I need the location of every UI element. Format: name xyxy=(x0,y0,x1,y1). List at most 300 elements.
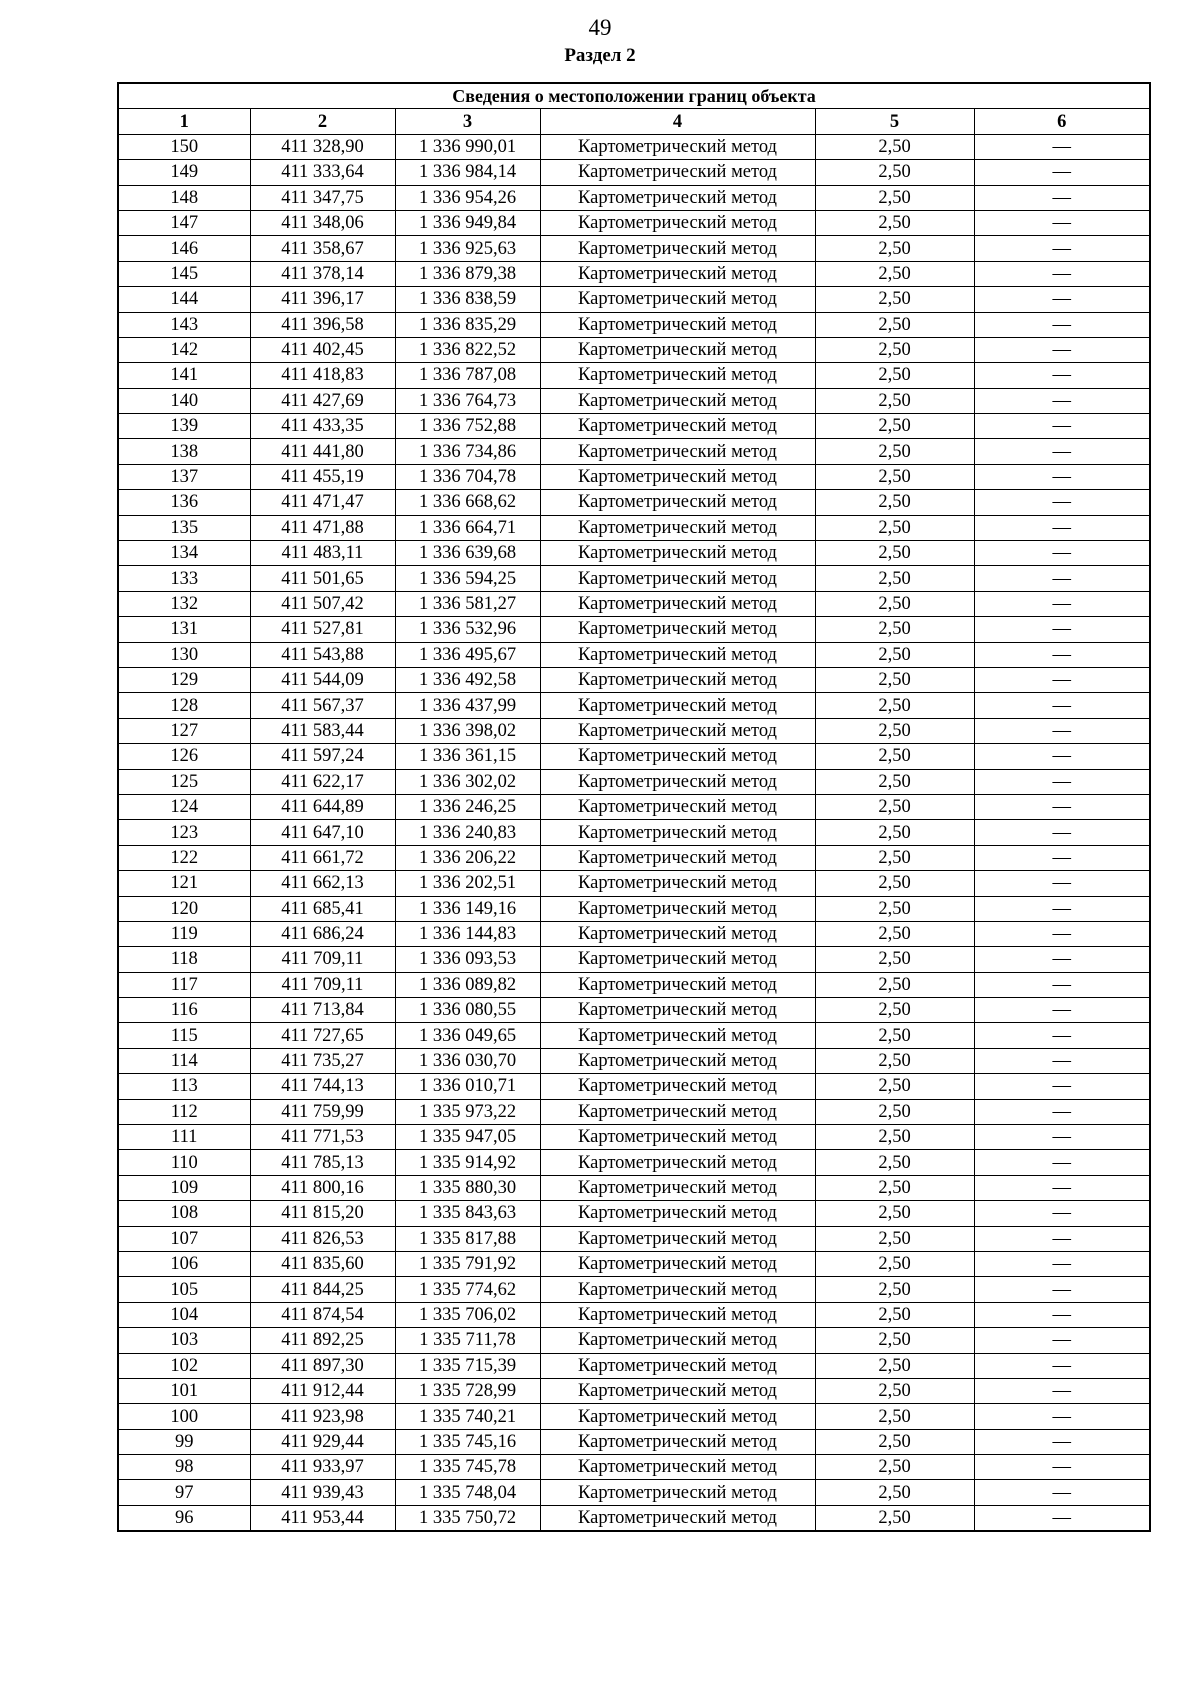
x-coordinate-cell: 411 800,16 xyxy=(250,1175,395,1200)
point-number-cell: 114 xyxy=(118,1048,250,1073)
method-cell: Картометрический метод xyxy=(540,388,815,413)
accuracy-cell: 2,50 xyxy=(815,287,974,312)
method-cell: Картометрический метод xyxy=(540,1302,815,1327)
x-coordinate-cell: 411 771,53 xyxy=(250,1125,395,1150)
x-coordinate-cell: 411 483,11 xyxy=(250,541,395,566)
accuracy-cell: 2,50 xyxy=(815,896,974,921)
description-cell: — xyxy=(974,541,1150,566)
y-coordinate-cell: 1 336 838,59 xyxy=(395,287,540,312)
table-row xyxy=(118,998,1150,1023)
method-cell: Картометрический метод xyxy=(540,515,815,540)
point-number-cell: 147 xyxy=(118,210,250,235)
table-row xyxy=(118,769,1150,794)
table-row xyxy=(118,1328,1150,1353)
table-row xyxy=(118,337,1150,362)
table-row xyxy=(118,1505,1150,1531)
accuracy-cell: 2,50 xyxy=(815,947,974,972)
point-number-cell: 107 xyxy=(118,1226,250,1251)
point-number-cell: 105 xyxy=(118,1277,250,1302)
accuracy-cell: 2,50 xyxy=(815,998,974,1023)
method-cell: Картометрический метод xyxy=(540,1023,815,1048)
x-coordinate-cell: 411 647,10 xyxy=(250,820,395,845)
section-title: Раздел 2 xyxy=(564,45,636,66)
x-coordinate-cell: 411 396,17 xyxy=(250,287,395,312)
x-coordinate-cell: 411 455,19 xyxy=(250,464,395,489)
table-row xyxy=(118,515,1150,540)
table-row xyxy=(118,896,1150,921)
point-number-cell: 126 xyxy=(118,744,250,769)
x-coordinate-cell: 411 644,89 xyxy=(250,794,395,819)
description-cell: — xyxy=(974,236,1150,261)
description-cell: — xyxy=(974,1125,1150,1150)
y-coordinate-cell: 1 336 594,25 xyxy=(395,566,540,591)
description-cell: — xyxy=(974,490,1150,515)
y-coordinate-cell: 1 336 787,08 xyxy=(395,363,540,388)
column-number-4: 4 xyxy=(540,109,815,134)
x-coordinate-cell: 411 759,99 xyxy=(250,1099,395,1124)
point-number-cell: 96 xyxy=(118,1505,250,1531)
table-row xyxy=(118,591,1150,616)
table-row xyxy=(118,693,1150,718)
accuracy-cell: 2,50 xyxy=(815,1125,974,1150)
point-number-cell: 123 xyxy=(118,820,250,845)
method-cell: Картометрический метод xyxy=(540,236,815,261)
x-coordinate-cell: 411 713,84 xyxy=(250,998,395,1023)
x-coordinate-cell: 411 939,43 xyxy=(250,1480,395,1505)
description-cell: — xyxy=(974,667,1150,692)
point-number-cell: 143 xyxy=(118,312,250,337)
method-cell: Картометрический метод xyxy=(540,998,815,1023)
y-coordinate-cell: 1 336 492,58 xyxy=(395,667,540,692)
description-cell: — xyxy=(974,998,1150,1023)
description-cell: — xyxy=(974,769,1150,794)
method-cell: Картометрический метод xyxy=(540,744,815,769)
description-cell: — xyxy=(974,896,1150,921)
description-cell: — xyxy=(974,1277,1150,1302)
page-number: 49 xyxy=(588,15,612,40)
y-coordinate-cell: 1 335 740,21 xyxy=(395,1404,540,1429)
accuracy-cell: 2,50 xyxy=(815,1074,974,1099)
accuracy-cell: 2,50 xyxy=(815,464,974,489)
accuracy-cell: 2,50 xyxy=(815,591,974,616)
table-row xyxy=(118,261,1150,286)
method-cell: Картометрический метод xyxy=(540,921,815,946)
table-row xyxy=(118,185,1150,210)
description-cell: — xyxy=(974,464,1150,489)
point-number-cell: 117 xyxy=(118,972,250,997)
x-coordinate-cell: 411 892,25 xyxy=(250,1328,395,1353)
method-cell: Картометрический метод xyxy=(540,591,815,616)
x-coordinate-cell: 411 929,44 xyxy=(250,1429,395,1454)
accuracy-cell: 2,50 xyxy=(815,617,974,642)
point-number-cell: 131 xyxy=(118,617,250,642)
y-coordinate-cell: 1 335 745,78 xyxy=(395,1455,540,1480)
method-cell: Картометрический метод xyxy=(540,566,815,591)
table-row xyxy=(118,921,1150,946)
x-coordinate-cell: 411 727,65 xyxy=(250,1023,395,1048)
point-number-cell: 144 xyxy=(118,287,250,312)
method-cell: Картометрический метод xyxy=(540,718,815,743)
accuracy-cell: 2,50 xyxy=(815,667,974,692)
method-cell: Картометрический метод xyxy=(540,667,815,692)
y-coordinate-cell: 1 336 532,96 xyxy=(395,617,540,642)
y-coordinate-cell: 1 336 581,27 xyxy=(395,591,540,616)
point-number-cell: 141 xyxy=(118,363,250,388)
point-number-cell: 120 xyxy=(118,896,250,921)
table-row xyxy=(118,1251,1150,1276)
table-caption: Сведения о местоположении границ объекта xyxy=(118,83,1150,109)
table-row xyxy=(118,1175,1150,1200)
x-coordinate-cell: 411 527,81 xyxy=(250,617,395,642)
y-coordinate-cell: 1 335 791,92 xyxy=(395,1251,540,1276)
x-coordinate-cell: 411 685,41 xyxy=(250,896,395,921)
description-cell: — xyxy=(974,1505,1150,1531)
description-cell: — xyxy=(974,414,1150,439)
x-coordinate-cell: 411 923,98 xyxy=(250,1404,395,1429)
column-number-3: 3 xyxy=(395,109,540,134)
description-cell: — xyxy=(974,1404,1150,1429)
y-coordinate-cell: 1 336 398,02 xyxy=(395,718,540,743)
table-row xyxy=(118,1378,1150,1403)
x-coordinate-cell: 411 328,90 xyxy=(250,134,395,159)
point-number-cell: 138 xyxy=(118,439,250,464)
method-cell: Картометрический метод xyxy=(540,794,815,819)
accuracy-cell: 2,50 xyxy=(815,794,974,819)
accuracy-cell: 2,50 xyxy=(815,490,974,515)
table-row xyxy=(118,464,1150,489)
table-row xyxy=(118,1023,1150,1048)
accuracy-cell: 2,50 xyxy=(815,1150,974,1175)
accuracy-cell: 2,50 xyxy=(815,718,974,743)
accuracy-cell: 2,50 xyxy=(815,1226,974,1251)
x-coordinate-cell: 411 543,88 xyxy=(250,642,395,667)
x-coordinate-cell: 411 815,20 xyxy=(250,1201,395,1226)
accuracy-cell: 2,50 xyxy=(815,1277,974,1302)
point-number-cell: 102 xyxy=(118,1353,250,1378)
x-coordinate-cell: 411 544,09 xyxy=(250,667,395,692)
table-row xyxy=(118,667,1150,692)
description-cell: — xyxy=(974,1480,1150,1505)
point-number-cell: 112 xyxy=(118,1099,250,1124)
table-row xyxy=(118,210,1150,235)
accuracy-cell: 2,50 xyxy=(815,134,974,159)
table-row xyxy=(118,718,1150,743)
y-coordinate-cell: 1 335 706,02 xyxy=(395,1302,540,1327)
accuracy-cell: 2,50 xyxy=(815,210,974,235)
table-row xyxy=(118,312,1150,337)
method-cell: Картометрический метод xyxy=(540,1277,815,1302)
description-cell: — xyxy=(974,1353,1150,1378)
x-coordinate-cell: 411 709,11 xyxy=(250,972,395,997)
y-coordinate-cell: 1 336 206,22 xyxy=(395,845,540,870)
method-cell: Картометрический метод xyxy=(540,1429,815,1454)
table-row xyxy=(118,1404,1150,1429)
column-number-5: 5 xyxy=(815,109,974,134)
point-number-cell: 97 xyxy=(118,1480,250,1505)
x-coordinate-cell: 411 333,64 xyxy=(250,160,395,185)
description-cell: — xyxy=(974,845,1150,870)
method-cell: Картометрический метод xyxy=(540,947,815,972)
table-row xyxy=(118,794,1150,819)
accuracy-cell: 2,50 xyxy=(815,388,974,413)
method-cell: Картометрический метод xyxy=(540,769,815,794)
y-coordinate-cell: 1 336 752,88 xyxy=(395,414,540,439)
method-cell: Картометрический метод xyxy=(540,1505,815,1531)
method-cell: Картометрический метод xyxy=(540,1251,815,1276)
point-number-cell: 122 xyxy=(118,845,250,870)
description-cell: — xyxy=(974,566,1150,591)
description-cell: — xyxy=(974,363,1150,388)
x-coordinate-cell: 411 347,75 xyxy=(250,185,395,210)
y-coordinate-cell: 1 336 080,55 xyxy=(395,998,540,1023)
description-cell: — xyxy=(974,1175,1150,1200)
y-coordinate-cell: 1 336 639,68 xyxy=(395,541,540,566)
x-coordinate-cell: 411 567,37 xyxy=(250,693,395,718)
method-cell: Картометрический метод xyxy=(540,1201,815,1226)
method-cell: Картометрический метод xyxy=(540,693,815,718)
point-number-cell: 128 xyxy=(118,693,250,718)
description-cell: — xyxy=(974,185,1150,210)
table-row xyxy=(118,1429,1150,1454)
description-cell: — xyxy=(974,1074,1150,1099)
accuracy-cell: 2,50 xyxy=(815,1023,974,1048)
y-coordinate-cell: 1 335 745,16 xyxy=(395,1429,540,1454)
x-coordinate-cell: 411 441,80 xyxy=(250,439,395,464)
point-number-cell: 101 xyxy=(118,1378,250,1403)
description-cell: — xyxy=(974,1099,1150,1124)
accuracy-cell: 2,50 xyxy=(815,1480,974,1505)
x-coordinate-cell: 411 933,97 xyxy=(250,1455,395,1480)
point-number-cell: 124 xyxy=(118,794,250,819)
method-cell: Картометрический метод xyxy=(540,414,815,439)
point-number-cell: 100 xyxy=(118,1404,250,1429)
x-coordinate-cell: 411 378,14 xyxy=(250,261,395,286)
y-coordinate-cell: 1 336 010,71 xyxy=(395,1074,540,1099)
method-cell: Картометрический метод xyxy=(540,312,815,337)
column-number-row xyxy=(118,109,1150,134)
x-coordinate-cell: 411 953,44 xyxy=(250,1505,395,1531)
y-coordinate-cell: 1 336 202,51 xyxy=(395,871,540,896)
accuracy-cell: 2,50 xyxy=(815,871,974,896)
point-number-cell: 108 xyxy=(118,1201,250,1226)
y-coordinate-cell: 1 336 149,16 xyxy=(395,896,540,921)
table-row xyxy=(118,972,1150,997)
table-row xyxy=(118,287,1150,312)
table-row xyxy=(118,1226,1150,1251)
accuracy-cell: 2,50 xyxy=(815,515,974,540)
table-row xyxy=(118,1353,1150,1378)
accuracy-cell: 2,50 xyxy=(815,1378,974,1403)
y-coordinate-cell: 1 335 947,05 xyxy=(395,1125,540,1150)
point-number-cell: 136 xyxy=(118,490,250,515)
point-number-cell: 145 xyxy=(118,261,250,286)
method-cell: Картометрический метод xyxy=(540,1175,815,1200)
y-coordinate-cell: 1 336 734,86 xyxy=(395,439,540,464)
table-row xyxy=(118,617,1150,642)
x-coordinate-cell: 411 735,27 xyxy=(250,1048,395,1073)
description-cell: — xyxy=(974,1328,1150,1353)
method-cell: Картометрический метод xyxy=(540,1404,815,1429)
point-number-cell: 110 xyxy=(118,1150,250,1175)
point-number-cell: 135 xyxy=(118,515,250,540)
method-cell: Картометрический метод xyxy=(540,1099,815,1124)
method-cell: Картометрический метод xyxy=(540,363,815,388)
method-cell: Картометрический метод xyxy=(540,820,815,845)
y-coordinate-cell: 1 335 973,22 xyxy=(395,1099,540,1124)
y-coordinate-cell: 1 335 880,30 xyxy=(395,1175,540,1200)
x-coordinate-cell: 411 507,42 xyxy=(250,591,395,616)
method-cell: Картометрический метод xyxy=(540,210,815,235)
accuracy-cell: 2,50 xyxy=(815,160,974,185)
accuracy-cell: 2,50 xyxy=(815,1429,974,1454)
method-cell: Картометрический метод xyxy=(540,439,815,464)
method-cell: Картометрический метод xyxy=(540,896,815,921)
description-cell: — xyxy=(974,1455,1150,1480)
accuracy-cell: 2,50 xyxy=(815,337,974,362)
y-coordinate-cell: 1 335 748,04 xyxy=(395,1480,540,1505)
method-cell: Картометрический метод xyxy=(540,337,815,362)
table-row xyxy=(118,414,1150,439)
method-cell: Картометрический метод xyxy=(540,541,815,566)
point-number-cell: 109 xyxy=(118,1175,250,1200)
x-coordinate-cell: 411 835,60 xyxy=(250,1251,395,1276)
table-row xyxy=(118,1150,1150,1175)
table-row xyxy=(118,439,1150,464)
table-row xyxy=(118,845,1150,870)
table-row xyxy=(118,1048,1150,1073)
point-number-cell: 137 xyxy=(118,464,250,489)
description-cell: — xyxy=(974,160,1150,185)
y-coordinate-cell: 1 336 664,71 xyxy=(395,515,540,540)
x-coordinate-cell: 411 662,13 xyxy=(250,871,395,896)
method-cell: Картометрический метод xyxy=(540,642,815,667)
accuracy-cell: 2,50 xyxy=(815,312,974,337)
accuracy-cell: 2,50 xyxy=(815,414,974,439)
point-number-cell: 98 xyxy=(118,1455,250,1480)
point-number-cell: 134 xyxy=(118,541,250,566)
accuracy-cell: 2,50 xyxy=(815,1251,974,1276)
point-number-cell: 115 xyxy=(118,1023,250,1048)
x-coordinate-cell: 411 686,24 xyxy=(250,921,395,946)
point-number-cell: 139 xyxy=(118,414,250,439)
y-coordinate-cell: 1 336 495,67 xyxy=(395,642,540,667)
y-coordinate-cell: 1 336 879,38 xyxy=(395,261,540,286)
point-number-cell: 111 xyxy=(118,1125,250,1150)
table-caption-row xyxy=(118,83,1150,109)
point-number-cell: 116 xyxy=(118,998,250,1023)
column-number-6: 6 xyxy=(974,109,1150,134)
description-cell: — xyxy=(974,261,1150,286)
method-cell: Картометрический метод xyxy=(540,134,815,159)
y-coordinate-cell: 1 336 990,01 xyxy=(395,134,540,159)
x-coordinate-cell: 411 402,45 xyxy=(250,337,395,362)
x-coordinate-cell: 411 744,13 xyxy=(250,1074,395,1099)
y-coordinate-cell: 1 336 949,84 xyxy=(395,210,540,235)
accuracy-cell: 2,50 xyxy=(815,1353,974,1378)
point-number-cell: 103 xyxy=(118,1328,250,1353)
accuracy-cell: 2,50 xyxy=(815,566,974,591)
point-number-cell: 106 xyxy=(118,1251,250,1276)
description-cell: — xyxy=(974,591,1150,616)
column-number-2: 2 xyxy=(250,109,395,134)
point-number-cell: 130 xyxy=(118,642,250,667)
method-cell: Картометрический метод xyxy=(540,1074,815,1099)
y-coordinate-cell: 1 335 774,62 xyxy=(395,1277,540,1302)
y-coordinate-cell: 1 336 764,73 xyxy=(395,388,540,413)
table-row xyxy=(118,1125,1150,1150)
table-row xyxy=(118,820,1150,845)
point-number-cell: 129 xyxy=(118,667,250,692)
table-row xyxy=(118,363,1150,388)
point-number-cell: 146 xyxy=(118,236,250,261)
description-cell: — xyxy=(974,871,1150,896)
description-cell: — xyxy=(974,794,1150,819)
point-number-cell: 121 xyxy=(118,871,250,896)
method-cell: Картометрический метод xyxy=(540,261,815,286)
table-header xyxy=(118,83,1150,134)
x-coordinate-cell: 411 661,72 xyxy=(250,845,395,870)
y-coordinate-cell: 1 336 240,83 xyxy=(395,820,540,845)
y-coordinate-cell: 1 335 817,88 xyxy=(395,1226,540,1251)
description-cell: — xyxy=(974,210,1150,235)
method-cell: Картометрический метод xyxy=(540,287,815,312)
accuracy-cell: 2,50 xyxy=(815,1404,974,1429)
point-number-cell: 104 xyxy=(118,1302,250,1327)
description-cell: — xyxy=(974,921,1150,946)
y-coordinate-cell: 1 336 089,82 xyxy=(395,972,540,997)
x-coordinate-cell: 411 874,54 xyxy=(250,1302,395,1327)
point-number-cell: 119 xyxy=(118,921,250,946)
x-coordinate-cell: 411 396,58 xyxy=(250,312,395,337)
x-coordinate-cell: 411 826,53 xyxy=(250,1226,395,1251)
table-row xyxy=(118,541,1150,566)
accuracy-cell: 2,50 xyxy=(815,185,974,210)
table-row xyxy=(118,947,1150,972)
accuracy-cell: 2,50 xyxy=(815,693,974,718)
description-cell: — xyxy=(974,1378,1150,1403)
description-cell: — xyxy=(974,287,1150,312)
description-cell: — xyxy=(974,1226,1150,1251)
description-cell: — xyxy=(974,1429,1150,1454)
x-coordinate-cell: 411 418,83 xyxy=(250,363,395,388)
method-cell: Картометрический метод xyxy=(540,972,815,997)
point-number-cell: 99 xyxy=(118,1429,250,1454)
accuracy-cell: 2,50 xyxy=(815,921,974,946)
x-coordinate-cell: 411 897,30 xyxy=(250,1353,395,1378)
table-row xyxy=(118,642,1150,667)
accuracy-cell: 2,50 xyxy=(815,744,974,769)
accuracy-cell: 2,50 xyxy=(815,1175,974,1200)
accuracy-cell: 2,50 xyxy=(815,1505,974,1531)
y-coordinate-cell: 1 335 715,39 xyxy=(395,1353,540,1378)
table-row xyxy=(118,1074,1150,1099)
y-coordinate-cell: 1 336 361,15 xyxy=(395,744,540,769)
table-row xyxy=(118,490,1150,515)
y-coordinate-cell: 1 336 437,99 xyxy=(395,693,540,718)
y-coordinate-cell: 1 335 750,72 xyxy=(395,1505,540,1531)
accuracy-cell: 2,50 xyxy=(815,1099,974,1124)
table-row xyxy=(118,134,1150,159)
description-cell: — xyxy=(974,617,1150,642)
method-cell: Картометрический метод xyxy=(540,1328,815,1353)
description-cell: — xyxy=(974,1048,1150,1073)
x-coordinate-cell: 411 844,25 xyxy=(250,1277,395,1302)
y-coordinate-cell: 1 336 030,70 xyxy=(395,1048,540,1073)
description-cell: — xyxy=(974,1023,1150,1048)
method-cell: Картометрический метод xyxy=(540,845,815,870)
x-coordinate-cell: 411 427,69 xyxy=(250,388,395,413)
x-coordinate-cell: 411 583,44 xyxy=(250,718,395,743)
